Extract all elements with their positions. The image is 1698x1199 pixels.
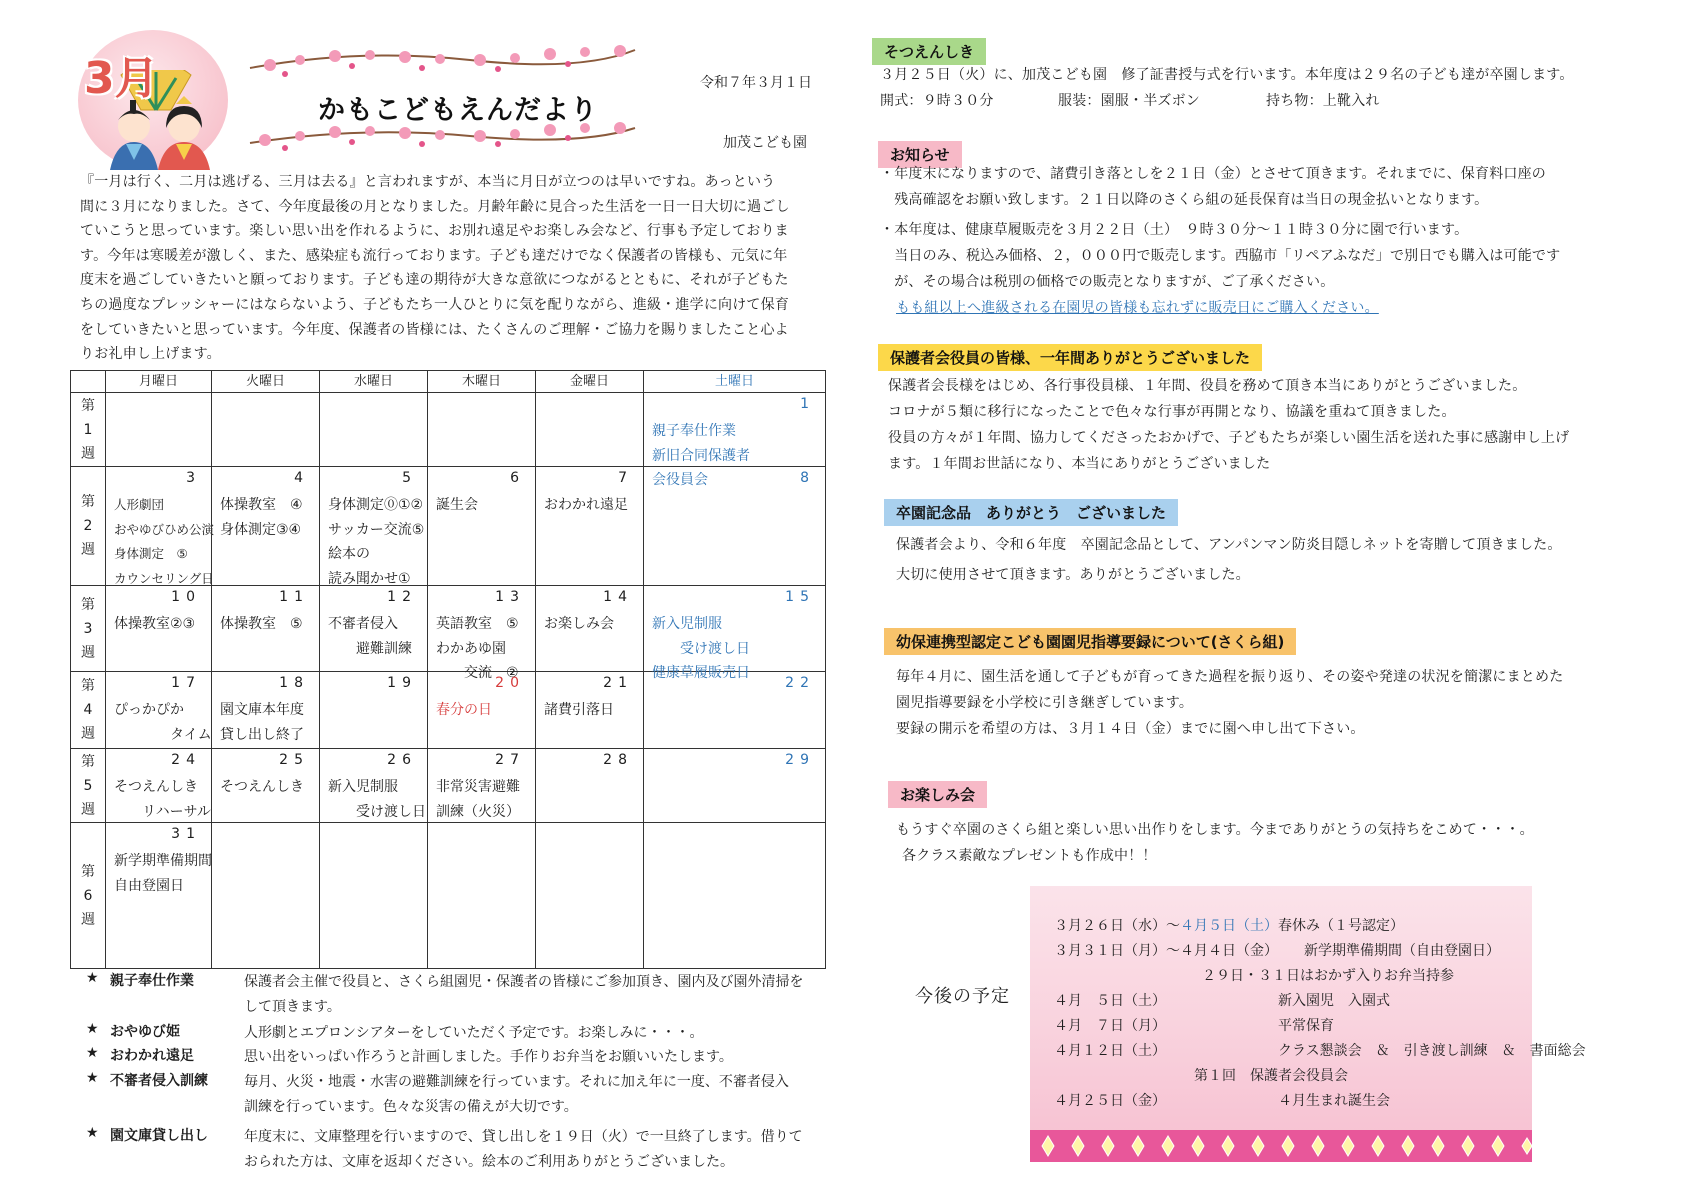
intro-line: ちの過度なプレッシャーにはならないよう、子どもたち一人ひとりに気を配りながら、進級・進学に向けて保育 [80,296,790,313]
event-item: 読み聞かせ① [328,570,411,587]
star-icon: ★ [86,1021,99,1037]
day-number: 25 [279,752,309,768]
day-header-tuesday: 火曜日 [211,371,319,392]
day-events [114,849,212,898]
intro-line: りお礼申し上げます。 [80,346,221,363]
party-heading: お楽しみ会 [888,781,987,808]
calendar-day-cell [105,749,211,822]
day-number: 4 [294,470,309,486]
calendar-week-row [71,393,825,488]
schedule-event: 平常保育 [1278,1018,1334,1034]
day-number: 18 [279,675,309,691]
calendar-day-cell [535,586,643,671]
calendar-day-cell [319,467,427,585]
calendar-day-cell [105,672,211,748]
graduation-dress: 服装：園服・半ズボン [1058,93,1200,109]
calendar-day-cell [319,749,427,822]
graduation-open-time: 開式：９時３０分 [880,93,994,109]
schedule-date: ４月 ５日（土） [1054,993,1166,1009]
day-number: 5 [402,470,417,486]
day-number: 3 [186,470,201,486]
event-item: 健康草履販売日 [652,665,750,681]
week-label: 第 3 週 [81,596,95,661]
event-item: おやゆびひめ公演 [114,521,215,537]
calendar-day-cell [319,823,427,969]
party-line: 各クラス素敵なプレゼントも作成中！！ [902,848,1157,864]
calendar-day-cell [211,749,319,822]
day-number: 22 [785,675,815,691]
day-header-wednesday: 水曜日 [319,371,427,392]
event-item: 親子奉仕作業 [652,423,736,439]
day-number: 17 [171,675,201,691]
day-events [436,775,531,824]
event-item: 身体測定③④ [220,521,302,538]
day-number: 24 [171,752,201,768]
day-events [114,493,215,591]
records-line: 園児指導要録を小学校に引き継ぎしています。 [896,695,1194,711]
event-item: 絵本の [328,546,370,562]
day-number: 13 [495,589,525,605]
schedule-event: 新入園児 入園式 [1278,993,1390,1009]
day-events [220,493,315,542]
day-number: 26 [387,752,417,768]
schedule-event: 新学期準備期間（自由登園日） [1304,943,1500,959]
event-item: 非常災害避難 [436,779,520,795]
schedule-row [1054,964,1454,989]
legend-text [244,1125,844,1174]
legend-text [244,970,844,1019]
day-events [114,612,207,637]
calendar-day-cell [427,823,535,969]
officers-line: 役員の方々が１年間、協力してくださったおかげで、子どもたちが楽しい園生活を送れた事に感謝申し上げ [888,430,1570,446]
month-label: 3月 [84,53,159,104]
event-item: 会役員会 [652,472,708,488]
march-calendar [70,370,826,969]
calendar-day-cell [211,823,319,969]
intro-line: 度末を過ごしていきたいと願っております。子ども達の期待が大きな意欲につながるとともに、それが子どもた [80,272,789,289]
officers-line: ます。１年間お世話になり、本当にありがとうございました [888,456,1271,472]
schedule-event: ４月生まれ誕生会 [1278,1093,1390,1109]
intro-line: 『一月は行く、二月は逃げる、三月は去る』と言われますが、本当に月日が立つのは早いですね。あっという [80,174,776,190]
event-item: 貸し出し終了 [220,726,304,743]
calendar-day-cell [427,467,535,585]
schedule-event: 春休み（１号認定） [1278,918,1404,934]
event-item: 園文庫本年度 [220,702,304,718]
event-item: 自由登園日 [114,877,184,894]
day-header-saturday: 土曜日 [643,371,825,392]
memorial-heading: 卒園記念品 ありがとう ございました [884,499,1178,526]
event-item: リハーサル [114,803,211,820]
day-events [436,493,531,518]
day-header-thursday: 木曜日 [427,371,535,392]
day-number: 7 [618,470,633,486]
star-icon: ★ [86,1070,99,1086]
day-number: 27 [495,752,525,768]
notice-heading: お知らせ [878,141,962,168]
calendar-header-row [71,371,825,393]
calendar-day-cell [643,393,825,488]
officers-line: 保護者会長様をはじめ、各行事役員様、１年間、役員を務めて頂き本当にありがとうございました。 [888,378,1527,394]
day-events [544,493,639,518]
intro-line: をしていきたいと思っています。今年度、保護者の皆様には、たくさんのご理解・ご協力を賜りましたこと心よ [80,321,789,338]
calendar-day-cell [427,586,535,681]
calendar-day-cell [105,393,211,466]
schedule-date: ３月３１日（月）～４月４日（金） [1054,943,1278,959]
event-item: 身体測定⓪①② [328,497,424,513]
event-item: 体操教室②③ [114,616,196,632]
day-events [544,612,639,637]
event-item: そつえんしき [220,779,304,795]
day-number: 6 [510,470,525,486]
calendar-day-cell [319,586,427,671]
event-item: 春分の日 [436,702,492,718]
day-number: 31 [171,826,201,842]
event-item: 訓練（火災） [436,803,520,820]
day-events [220,775,315,800]
event-item: お楽しみ会 [544,616,614,632]
event-item: 避難訓練 [328,640,412,657]
legend-text [244,1045,844,1070]
future-schedule-label: 今後の予定 [915,986,1010,1007]
day-events [220,698,315,747]
memorial-line: 保護者会より、令和６年度 卒園記念品として、アンパンマン防炎目隠しネットを寄贈して頂きました。 [896,537,1562,553]
event-item: カウンセリング日 [114,570,214,586]
party-line: もうすぐ卒園のさくら組と楽しい思い出作りをします。今までありがとうの気持ちをこめて・・・。 [896,822,1534,838]
calendar-day-cell [535,823,643,969]
records-heading: 幼保連携型認定こども園園児指導要録について(さくら組) [884,628,1296,655]
star-icon: ★ [86,1125,99,1141]
day-number: 10 [171,589,201,605]
day-number: 28 [603,752,633,768]
week-label: 第 4 週 [81,678,95,742]
schedule-row [1054,1014,1334,1039]
graduation-items: 持ち物：上靴入れ [1266,93,1380,109]
calendar-day-cell [105,586,211,671]
legend-head: 親子奉仕作業 [110,973,194,989]
notice-line: 残高確認をお願い致します。２１日以降のさくら組の延長保育は当日の現金払いとなります。 [880,192,1489,208]
calendar-day-cell [211,672,319,748]
day-header-monday: 月曜日 [105,371,211,392]
event-item: サッカー交流⑤ [328,521,425,538]
calendar-day-cell [643,749,825,822]
event-item: 交流 ② [436,665,519,681]
party-text [896,817,1676,869]
event-item: 不審者侵入 [328,616,398,632]
day-number: 20 [495,675,525,691]
day-events [544,698,639,723]
schedule-event: ２９日・３１日はおかず入りお弁当持参 [1202,968,1454,984]
day-number: 21 [603,675,633,691]
officers-text [888,373,1668,477]
calendar-day-cell [643,823,825,969]
calendar-day-cell [643,672,825,748]
legend-line: して頂きます。 [244,998,341,1015]
day-number: 8 [800,470,815,486]
week-label: 第 5 週 [81,753,95,818]
schedule-row [1054,1039,1586,1064]
calendar-week-row [71,823,825,969]
event-item: ぴっかぴか [114,702,184,718]
schedule-date: ４月１２日（土） [1054,1043,1166,1059]
calendar-week-row [71,586,825,681]
legend-text [244,1070,844,1119]
calendar-week-row [71,672,825,749]
notice-highlight: もも組以上へ進級される在園児の皆様も忘れずに販売日にご購入ください。 [896,300,1379,316]
records-line: 要録の開示を希望の方は、３月１４日（金）までに園へ申し出て下さい。 [896,721,1365,737]
graduation-text: ３月２５日（火）に、加茂こども園 修了証書授与式を行います。本年度は２９名の子ども達が卒園します。 [880,67,1574,83]
calendar-day-cell [427,672,535,748]
event-item: 新入児制服 [652,616,722,632]
records-line: 毎年４月に、園生活を通して子どもが育ってきた過程を振り返り、その姿や発達の状況を簡潔にまとめた [896,669,1564,685]
schedule-date: ３月２６日（水）～４月５日（土） [1054,918,1278,934]
legend-line: 毎月、火災・地震・水害の避難訓練を行っています。それに加え年に一度、不審者侵入 [244,1074,789,1090]
records-text [896,664,1676,742]
officers-heading: 保護者会役員の皆様、一年間ありがとうございました [878,344,1262,371]
event-item: 人形劇団 [114,497,165,512]
star-icon: ★ [86,1045,99,1061]
event-item: わかあゆ園 [436,640,506,657]
calendar-day-cell [643,467,825,585]
legend-line: 訓練を行っています。色々な災害の備えが大切です。 [244,1098,578,1115]
calendar-day-cell [319,672,427,748]
legend-text [244,1021,844,1046]
day-events [220,612,315,637]
event-item: 体操教室 ④ [220,497,303,513]
week-label: 第 6 週 [81,864,95,928]
calendar-day-cell [105,823,211,969]
event-item: 新旧合同保護者 [652,447,750,464]
legend-line: 人形劇とエプロンシアターをしていただく予定です。お楽しみに・・・。 [244,1025,704,1041]
day-number: 29 [785,752,815,768]
schedule-date: ４月 ７日（月） [1054,1018,1166,1034]
intro-line: ていこうと思っています。楽しい思い出を作れるように、お別れ遠足やお楽しみ会など、行事も予定しておりま [80,223,789,240]
day-number: 14 [603,589,633,605]
legend-line: 保護者会主催で役員と、さくら組園児・保護者の皆様にご参加頂き、園内及び園外清掃を [244,974,804,990]
day-events [436,698,531,723]
notice-line: ・年度末になりますので、諸費引き落としを２１日（金）とさせて頂きます。それまでに、保育料口座の [880,166,1546,182]
event-item: 受け渡し日 [652,640,750,657]
intro-text [80,170,826,367]
legend-head: 園文庫貸し出し [110,1128,208,1144]
event-item: 体操教室 ⑤ [220,616,303,632]
calendar-day-cell [427,393,535,466]
day-events [114,775,211,824]
notice-line: が、その場合は税別の価格での販売となりますが、ご了承ください。 [880,274,1335,290]
schedule-event: クラス懇談会 ＆ 引き渡し訓練 ＆ 書面総会 [1278,1043,1586,1059]
calendar-day-cell [319,393,427,466]
day-number: 12 [387,589,417,605]
event-item: おわかれ遠足 [544,497,628,513]
calendar-day-cell [211,467,319,585]
schedule-row [1054,989,1390,1014]
calendar-day-cell [105,467,215,586]
calendar-day-cell [535,467,643,585]
newsletter-title: かもこどもえんだより [318,95,598,126]
day-number: 1 [800,396,815,412]
school-name: 加茂こども園 [723,135,807,151]
week-label: 第 2 週 [81,494,95,558]
notice-line: 当日のみ、税込み価格、２，０００円で販売します。西脇市「リペアふなだ」で別日でも購入は可能です [880,248,1561,264]
legend-head: おわかれ遠足 [110,1048,194,1064]
star-icon: ★ [86,970,99,986]
event-item: 新入児制服 [328,779,398,795]
day-events [328,612,423,661]
calendar-day-cell [427,749,535,822]
memorial-line: 大切に使用させて頂きます。ありがとうございました。 [896,567,1250,583]
event-item: タイム [114,726,212,743]
memorial-text [896,530,1676,590]
graduation-heading: そつえんしき [872,38,986,65]
calendar-day-cell [535,393,643,466]
event-item: 諸費引落日 [544,702,614,718]
schedule-date: ４月２５日（金） [1054,1093,1166,1109]
day-events [328,775,426,824]
legend-line: 年度末に、文庫整理を行いますので、貸し出しを１９日（火）で一旦終了します。借りて [244,1129,803,1145]
issue-date: 令和７年３月１日 [700,75,812,91]
day-events [114,698,212,747]
day-number: 15 [785,589,815,605]
legend-line: 思い出をいっぱい作ろうと計画しました。手作りお弁当をお願いいたします。 [244,1049,733,1065]
intro-line: す。今年は寒暖差が激しく、また、感染症も流行っております。子ども達だけでなく保護者の皆様も、元気に年 [80,247,788,264]
notice-text [880,161,1670,321]
event-item: 英語教室 ⑤ [436,616,519,632]
day-number: 19 [387,675,417,691]
calendar-week-row [71,467,825,586]
schedule-event: 第１回 保護者会役員会 [1194,1068,1348,1084]
day-header-friday: 金曜日 [535,371,643,392]
schedule-row [1054,1089,1390,1114]
calendar-week-row [71,749,825,823]
notice-line: ・本年度は、健康草履販売を３月２２日（土） ９時３０分～１１時３０分に園で行います。 [880,222,1469,238]
event-item: そつえんしき [114,779,198,795]
calendar-day-cell [211,586,319,671]
legend-head: おやゆび姫 [110,1024,180,1040]
schedule-row [1054,939,1500,964]
calendar-day-cell [643,586,825,681]
schedule-row [1054,1064,1348,1089]
event-item: 新学期準備期間 [114,853,212,869]
event-item: 誕生会 [436,497,478,513]
calendar-day-cell [211,393,319,466]
officers-line: コロナが５類に移行になったことで色々な行事が再開となり、協議を重ねて頂きました。 [888,404,1456,420]
calendar-day-cell [535,749,643,822]
week-label: 第 1 週 [81,397,95,462]
calendar-day-cell [535,672,643,748]
event-item: 身体測定 ⑤ [114,546,188,561]
day-number: 11 [279,589,309,605]
event-item: 受け渡し日 [328,803,426,820]
diamond-border-icon [1030,1130,1532,1162]
schedule-row [1054,914,1404,939]
day-events [328,493,423,591]
intro-line: 間に３月になりました。さて、今年度最後の月となりました。月齢年齢に見合った生活を一日一日大切に過ごし [80,198,790,215]
legend-line: おられた方は、文庫を返却ください。絵本のご利用ありがとうございました。 [244,1153,734,1170]
legend-head: 不審者侵入訓練 [110,1073,208,1089]
